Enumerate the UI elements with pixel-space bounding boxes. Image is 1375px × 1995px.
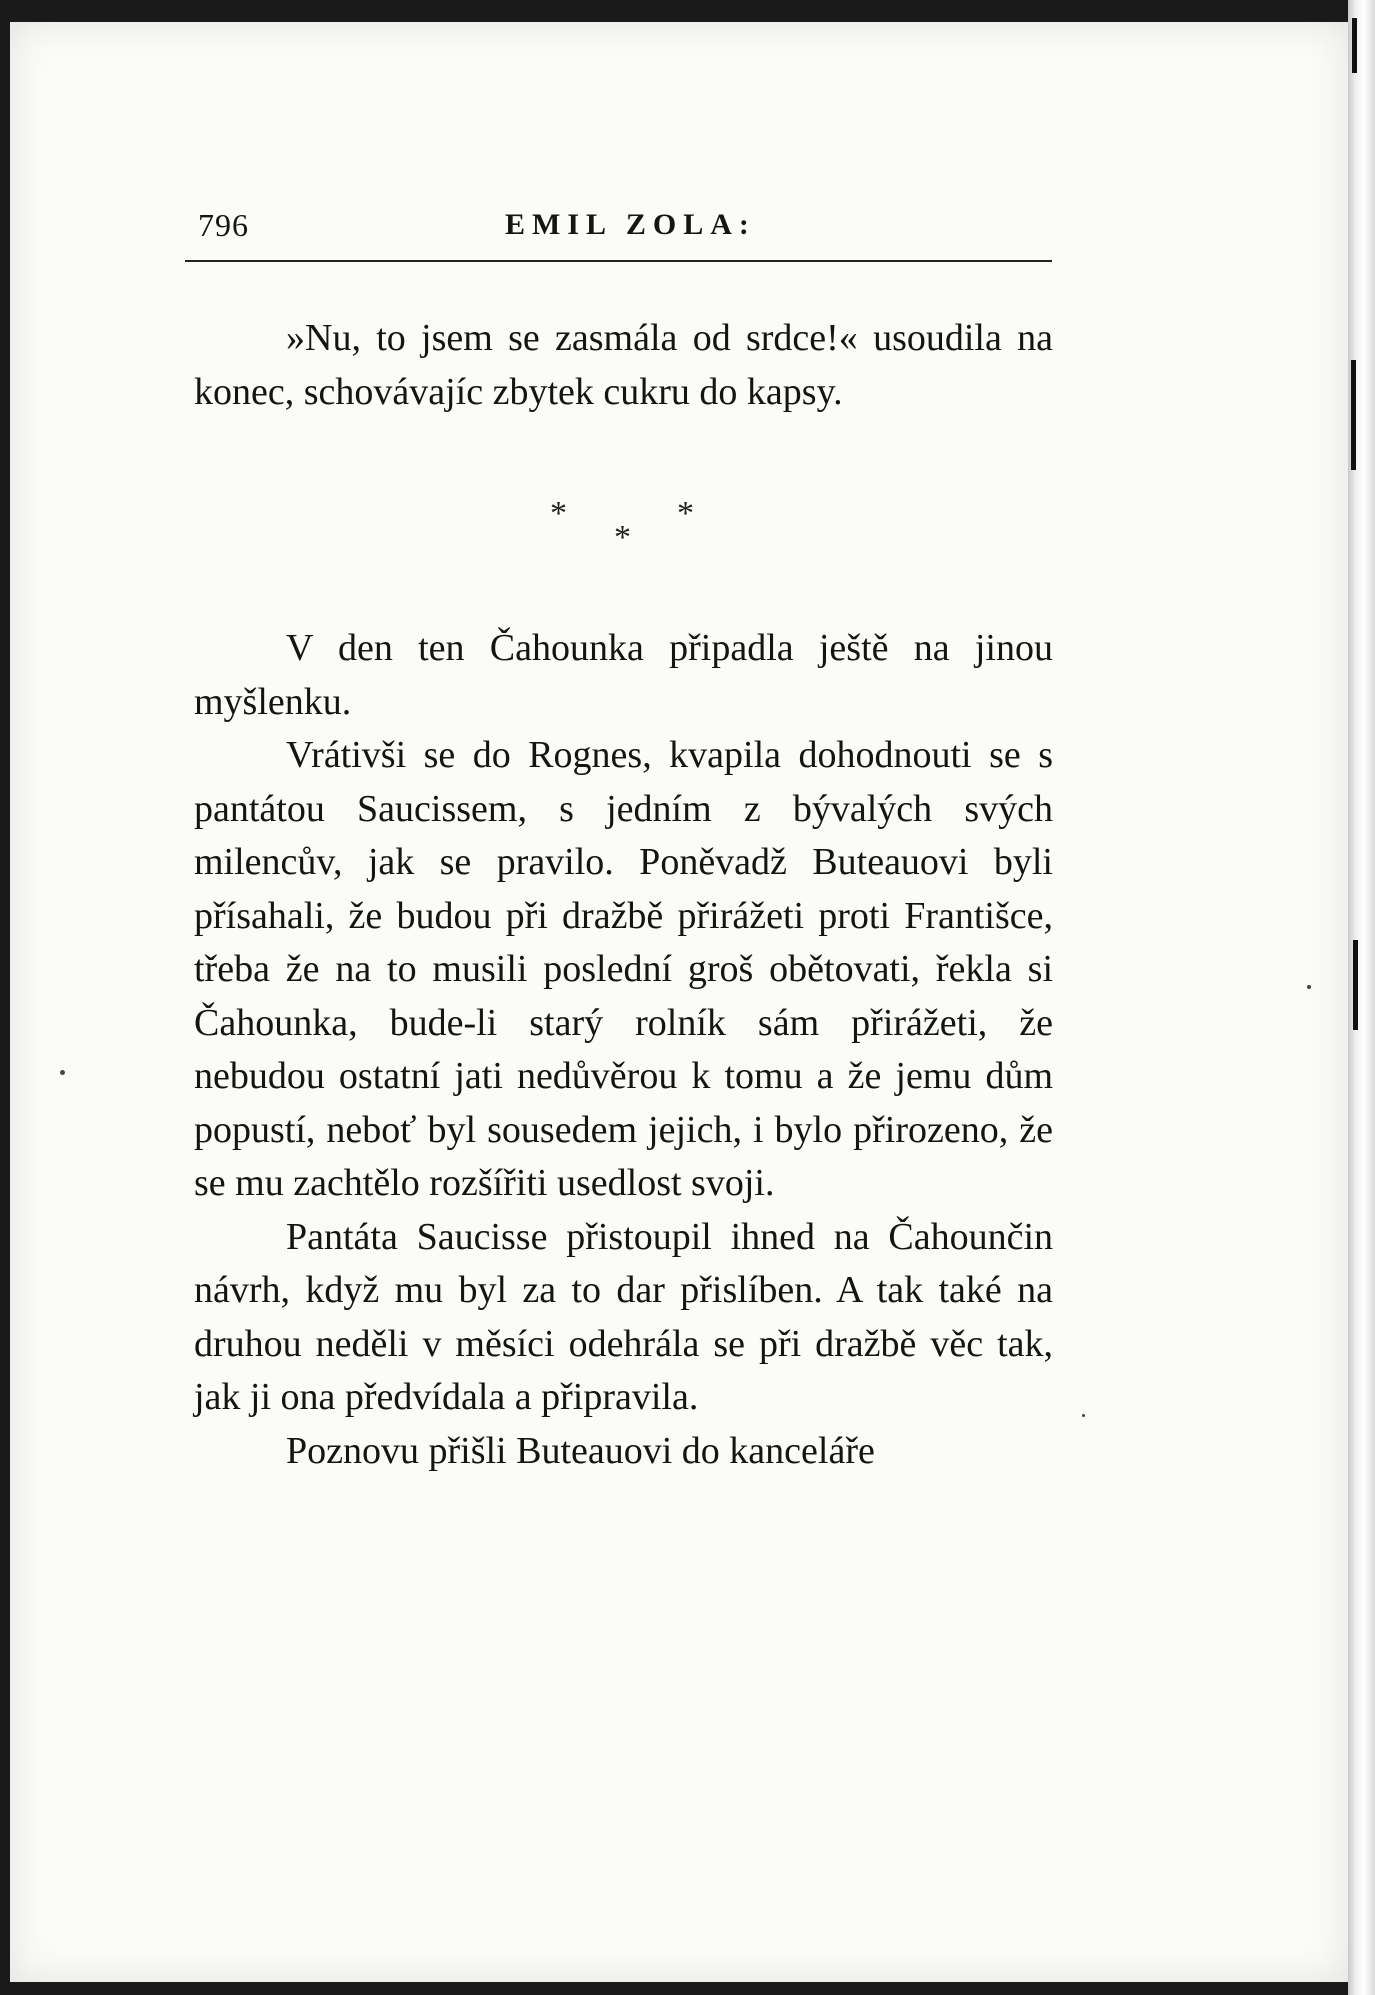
paragraph-opening: »Nu, to jsem se zasmála od srdce!« usoudila na konec, schovávajíc zbytek cukru do kapsy. [194, 317, 1053, 413]
paper-speck [60, 1070, 65, 1075]
body-text-block [194, 622, 1053, 1478]
edge-shadow [1351, 360, 1356, 470]
edge-shadow [1353, 940, 1358, 1030]
paper-speck [1307, 985, 1311, 989]
section-break-asterism [540, 495, 720, 555]
paragraph-3: Pantáta Saucisse přistoupil ihned na Čahounčin návrh, když mu byl za to dar přislíben. A tak také na druhou neděli v měsíci odehrála se při dražbě věc tak, jak ji ona předvídala a připravila. [194, 1215, 1053, 1418]
asterism-right: * [677, 495, 694, 532]
paragraph-4: Poznovu přišli Buteauovi do kanceláře [286, 1429, 875, 1472]
page-header [185, 200, 1052, 262]
paper-speck [1082, 1414, 1085, 1417]
edge-shadow [1352, 18, 1357, 73]
asterism-left: * [550, 495, 567, 532]
paragraph-1: V den ten Čahounka připadla ještě na jinou myšlenku. [194, 627, 1053, 723]
page-number: 796 [198, 207, 249, 243]
running-title: EMIL ZOLA: [505, 208, 756, 241]
asterism-center: * [614, 519, 631, 556]
opening-text-block [194, 312, 1053, 419]
book-fore-edge [1348, 0, 1375, 1995]
paragraph-2: Vrátivši se do Rognes, kvapila dohodnouti se s pantátou Saucissem, s jedním z bývalých svých milencův, jak se pravilo. Poněvadž Buteauovi byli přísahali, že budou při dražbě přirážeti proti Františce, třeba že na to musili poslední groš obětovati, řekla si Čahounka, bude-li starý rolník sám přirážeti, že nebudou ostatní jati nedůvěrou k tomu a že jemu dům popustí, neboť byl sousedem jejich, i bylo přirozeno, že se mu zachtělo rozšířiti usedlost svoji. [194, 734, 1053, 1204]
